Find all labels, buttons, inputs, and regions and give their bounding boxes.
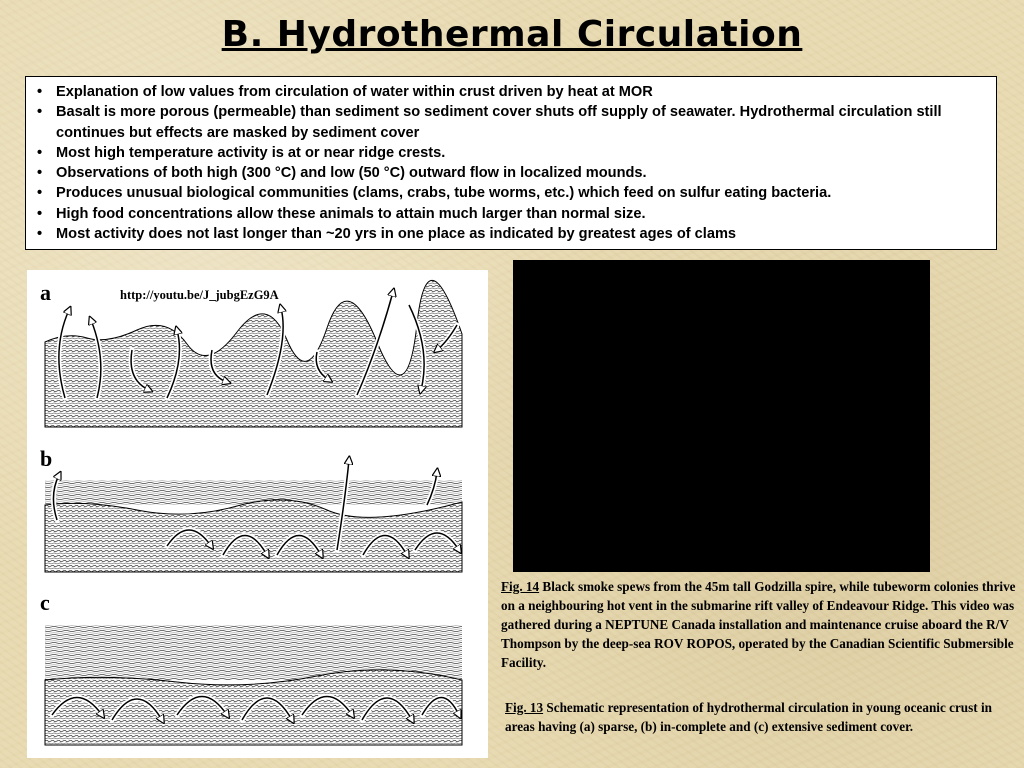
seismic-sections-image [27, 270, 488, 758]
panel-label-b: b [40, 446, 53, 471]
bullet-item: • Most high temperature activity is at or near ridge crests. [34, 143, 986, 163]
slide-title: B. Hydrothermal Circulation [221, 14, 803, 55]
video-link[interactable]: http://youtu.be/J_jubgEzG9A [120, 288, 279, 302]
bullet-item: • Produces unusual biological communities (clams, crabs, tube worms, etc.) which feed on sulfur eating bacteria. [34, 183, 986, 203]
panel-label-c: c [40, 590, 50, 615]
fig14-caption [501, 577, 1016, 672]
bullet-list [34, 82, 986, 244]
video-player[interactable] [513, 260, 930, 572]
bullet-box [25, 76, 997, 250]
fig13-text: Schematic representation of hydrothermal circulation in young oceanic crust in areas having (a) sparse, (b) in-complete and (c) extensive sediment cover. [505, 700, 992, 734]
fig13-caption [505, 698, 1005, 736]
bullet-item: • High food concentrations allow these animals to attain much larger than normal size. [34, 204, 986, 224]
bullet-item: • Explanation of low values from circulation of water within crust driven by heat at MOR [34, 82, 986, 102]
fig14-ref: Fig. 14 [501, 579, 540, 594]
bullet-item: • Observations of both high (300 °C) and low (50 °C) outward flow in localized mounds. [34, 163, 986, 183]
fig13-ref: Fig. 13 [505, 700, 544, 715]
bullet-item: • Basalt is more porous (permeable) than sediment so sediment cover shuts off supply of seawater. Hydrothermal circulation still continues but effects are masked by sediment cover [34, 102, 986, 143]
seismic-figure [27, 270, 488, 758]
bullet-item: • Most activity does not last longer than ~20 yrs in one place as indicated by greatest ages of clams [34, 224, 986, 244]
panel-label-a: a [40, 280, 51, 305]
fig14-text: Black smoke spews from the 45m tall Godzilla spire, while tubeworm colonies thrive on a neighbouring hot vent in the submarine rift valley of Endeavour Ridge. This video was gathered during a NEPTUNE Canada installation and maintenance cruise aboard the R/V Thompson by the deep-sea ROV ROPOS, operated by the Canadian Scientific Submersible Facility. [501, 579, 1016, 670]
